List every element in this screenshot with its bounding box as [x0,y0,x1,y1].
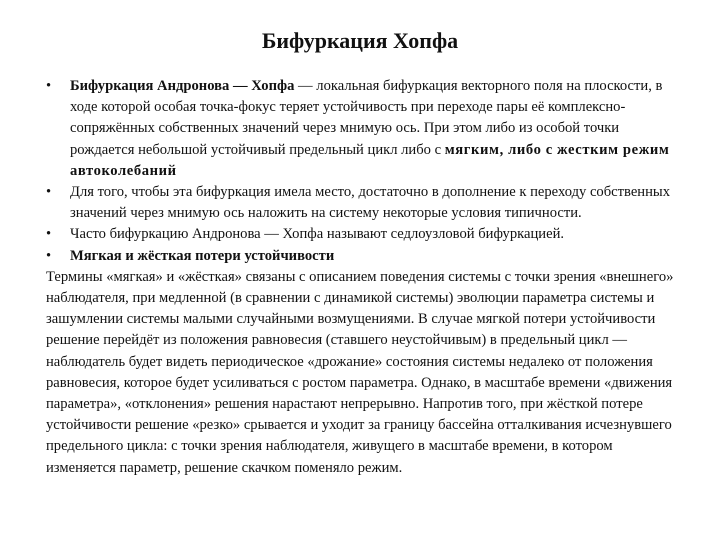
bullet-item-section-heading [46,246,674,267]
bullet-icon: • [46,184,52,201]
section-heading: Мягкая и жёсткая потери устойчивости [70,247,335,264]
explanation-paragraph: Термины «мягкая» и «жёсткая» связаны с описанием поведения системы с точки зрения «внешнего» наблюдателя, при медленной (в сравнении с динамикой системы) эволюции параметра системы и зашумлении системы малыми случайными возмущениями. В случае мягкой потери устойчивости решение перейдёт из положения равновесия (ставшего неустойчивым) в предельный цикл — наблюдатель будет видеть периодическое «дрожание» состояния системы недалеко от положения равновесия, которое будет усиливаться с ростом параметра. Однако, в масштабе времени «движения параметра», «отклонения» решения нарастают непрерывно. Напротив того, при жёсткой потере устойчивости решение «резко» срывается и уходит за границу бассейна отталкивания исчезнувшего предельного цикла: с точки зрения наблюдателя, живущего в масштабе времени, в котором изменяется параметр, решение скачком поменяло режим. [46,268,674,476]
alias-text: Часто бифуркацию Андронова — Хопфа называют седлоузловой бифуркацией. [70,226,565,243]
bullet-icon: • [46,78,52,94]
definition-emphasis: мягким, либо с жестким режим автоколебаний [70,141,670,179]
definition-text: — локальная бифуркация векторного поля на плоскости, в ходе которой особая точка-фокус теряет устойчивость при переходе пары её комплексно-сопряжённых собственных значений через мнимую ось. При этом либо из особой точки рождается небольшой устойчивый предельный цикл либо с [70,78,663,158]
conditions-text: Для того, чтобы эта бифуркация имела место, достаточно в дополнение к переходу собственных значений через мнимую ось наложить на систему некоторые условия типичности. [70,184,671,222]
bullet-list [46,76,674,267]
definition-term: Бифуркация Андронова — Хопфа [70,78,295,94]
bullet-icon: • [46,247,52,264]
slide-title: Бифуркация Хопфа [261,28,459,53]
slide-content [46,76,674,479]
bullet-item-alias [46,224,674,245]
bullet-item-conditions [46,182,674,224]
bullet-icon: • [46,226,52,243]
bullet-item-definition [46,76,674,182]
